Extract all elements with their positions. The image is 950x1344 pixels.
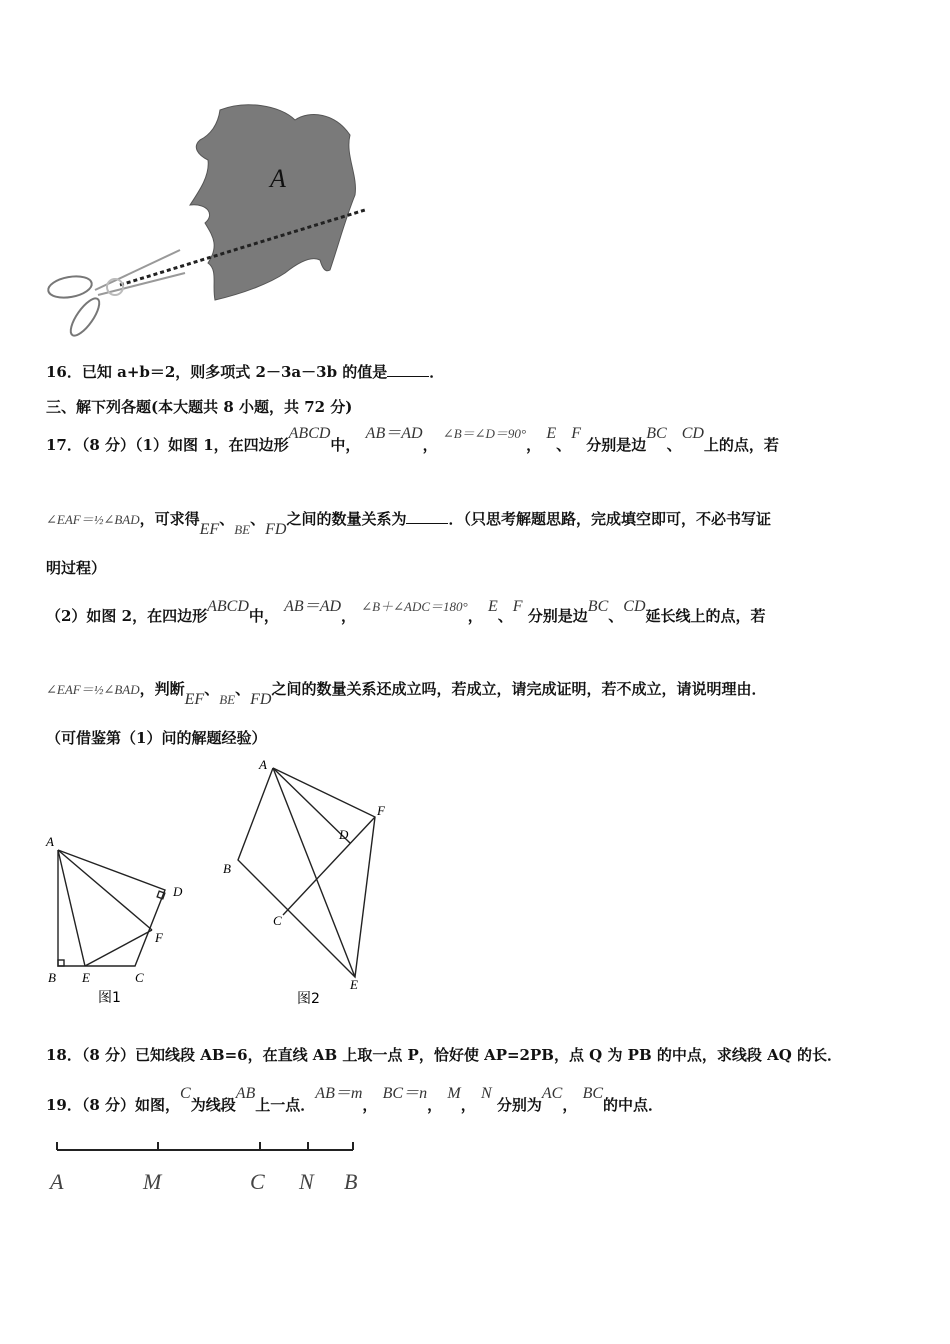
question-16 xyxy=(46,361,444,382)
segment-figure xyxy=(45,1135,375,1200)
q17-l1-comma: ， xyxy=(422,436,438,454)
q17-l4-f: F xyxy=(512,598,523,615)
q17-l2-fd: FD xyxy=(265,521,287,538)
q17-l1-dun2: 、 xyxy=(666,436,682,454)
q17-l5-text: ，判断 xyxy=(139,680,185,698)
q16-end: ． xyxy=(429,363,445,381)
q17-l2-dun2: 、 xyxy=(250,510,266,528)
q17-l4-zhong: 中， xyxy=(248,607,279,625)
q17-l1-bc: BC xyxy=(646,425,667,442)
q17-l4-abcd: ABCD xyxy=(207,598,249,615)
q19-abm: AB＝m xyxy=(315,1085,363,1102)
fig1-caption: 图1 xyxy=(98,990,121,1006)
section-title: 三、解下列各题(本大题共 8 小题，共 72 分) xyxy=(46,398,353,416)
q17-l1-abad: AB＝AD xyxy=(365,425,423,442)
q19-text3: 上一点． xyxy=(255,1096,316,1114)
q17-l2-text3: ．（只思考解题思路，完成填空即可，不必书写证 xyxy=(448,510,771,528)
q17-l1-comma2: ， xyxy=(526,436,542,454)
q17-l4-dun: 、 xyxy=(497,607,513,625)
q17-l4-text3: 延长线上的点，若 xyxy=(645,607,766,625)
q17-l4-bc: BC xyxy=(587,598,609,615)
answer-blank xyxy=(387,364,429,377)
q19-comma2: ， xyxy=(427,1096,443,1114)
q17-line2 xyxy=(46,508,771,538)
q17-l5-ef: EF xyxy=(184,691,205,708)
q17-l5-text2: 之间的数量关系还成立吗，若成立，请完成证明，若不成立，请说明理由． xyxy=(271,680,767,698)
fig2-label-b: B xyxy=(223,861,231,876)
q19-c: C xyxy=(180,1085,191,1102)
q17-l1-dun: 、 xyxy=(556,436,572,454)
q19-n: N xyxy=(480,1085,492,1102)
q17-l4-comma: ， xyxy=(341,607,357,625)
answer-blank-2 xyxy=(406,511,448,524)
fig2-label-a: A xyxy=(259,757,267,772)
leaf-label: A xyxy=(270,164,286,193)
fig2-label-e: E xyxy=(350,977,358,992)
q17-line3: 明过程） xyxy=(46,559,107,577)
fig1-label-d: D xyxy=(173,884,183,899)
q19-text5: 的中点． xyxy=(603,1096,664,1114)
fig1-label-f: F xyxy=(155,930,163,945)
q17-l2-text2: 之间的数量关系为 xyxy=(286,510,407,528)
figure-2 xyxy=(215,755,405,1010)
q17-line5 xyxy=(46,678,767,708)
q16-text: 16．已知 a+b＝2，则多项式 2－3a－3b 的值是 xyxy=(46,363,388,381)
q19-ab: AB xyxy=(235,1085,256,1102)
seg-label-m: M xyxy=(143,1169,162,1194)
q17-l2-dun1: 、 xyxy=(219,510,235,528)
q19-bcn: BC＝n xyxy=(382,1085,428,1102)
question-19 xyxy=(46,1085,664,1115)
fig2-label-d: D xyxy=(339,827,349,842)
q17-l4-dun2: 、 xyxy=(608,607,624,625)
seg-label-n: N xyxy=(299,1169,314,1194)
q17-l1-cd: CD xyxy=(681,425,704,442)
q17-line1 xyxy=(46,425,779,455)
q17-l4-comma2: ， xyxy=(467,607,483,625)
q17-l2-ef: EF xyxy=(199,521,220,538)
seg-label-a: A xyxy=(50,1169,64,1194)
fig1-label-e: E xyxy=(82,970,90,985)
q17-l5-dun2: 、 xyxy=(235,680,251,698)
q19-text: 19．（8 分）如图， xyxy=(46,1096,181,1114)
q17-l4-cd: CD xyxy=(623,598,646,615)
q17-l2-be: BE xyxy=(234,522,251,537)
fig2-label-c: C xyxy=(273,913,282,928)
q17-l1-angles: ∠B＝∠D＝90° xyxy=(442,426,527,441)
q17-l4-abad: AB＝AD xyxy=(284,598,342,615)
q17-l1-zhong: 中， xyxy=(330,436,361,454)
q17-l4-angles: ∠B＋∠ADC＝180° xyxy=(361,599,468,614)
q19-comma1: ， xyxy=(362,1096,378,1114)
fig1-label-c: C xyxy=(135,970,144,985)
q17-l1-text: 17．（8 分）（1）如图 1，在四边形 xyxy=(46,436,289,454)
q19-bc: BC xyxy=(582,1085,604,1102)
q17-l1-text3: 上的点，若 xyxy=(703,436,779,454)
q17-line4 xyxy=(46,598,766,626)
q17-l2-text: ，可求得 xyxy=(139,510,200,528)
q17-l1-e: E xyxy=(546,425,557,442)
q19-text2: 为线段 xyxy=(190,1096,236,1114)
q19-ac: AC xyxy=(541,1085,563,1102)
q17-l4-e: E xyxy=(487,598,498,615)
fig1-label-a: A xyxy=(46,834,54,849)
seg-label-b: B xyxy=(344,1169,358,1194)
q17-l1-text2: 分别是边 xyxy=(586,436,647,454)
q17-l1-abcd: ABCD xyxy=(288,425,331,442)
scissors-icon xyxy=(47,250,185,340)
q17-line6: （可借鉴第（1）问的解题经验） xyxy=(46,729,267,747)
q17-l4-text: （2）如图 2，在四边形 xyxy=(46,607,208,625)
figure-1 xyxy=(40,830,200,1010)
q17-l5-dun1: 、 xyxy=(204,680,220,698)
q19-comma3: ， xyxy=(460,1096,476,1114)
q19-m: M xyxy=(447,1085,461,1102)
fig1-label-b: B xyxy=(48,970,56,985)
leaf-shape xyxy=(190,105,355,300)
leaf-scissors-figure xyxy=(40,95,370,340)
question-18: 18．（8 分）已知线段 AB=6，在直线 AB 上取一点 P，恰好使 AP=2PB，点 Q 为 PB 的中点，求线段 AQ 的长． xyxy=(46,1046,843,1064)
fig2-caption: 图2 xyxy=(297,991,320,1007)
q17-l5-fd: FD xyxy=(250,691,272,708)
seg-label-c: C xyxy=(250,1169,265,1194)
q17-l4-text2: 分别是边 xyxy=(527,607,588,625)
fig2-label-f: F xyxy=(377,803,385,818)
q17-l5-be: BE xyxy=(219,692,236,707)
q19-comma4: ， xyxy=(562,1096,578,1114)
q19-text4: 分别为 xyxy=(496,1096,542,1114)
q17-l2-angle: ∠EAF＝½∠BAD xyxy=(46,512,140,527)
q17-l1-f: F xyxy=(571,425,581,442)
q17-l5-angle: ∠EAF＝½∠BAD xyxy=(46,682,140,697)
